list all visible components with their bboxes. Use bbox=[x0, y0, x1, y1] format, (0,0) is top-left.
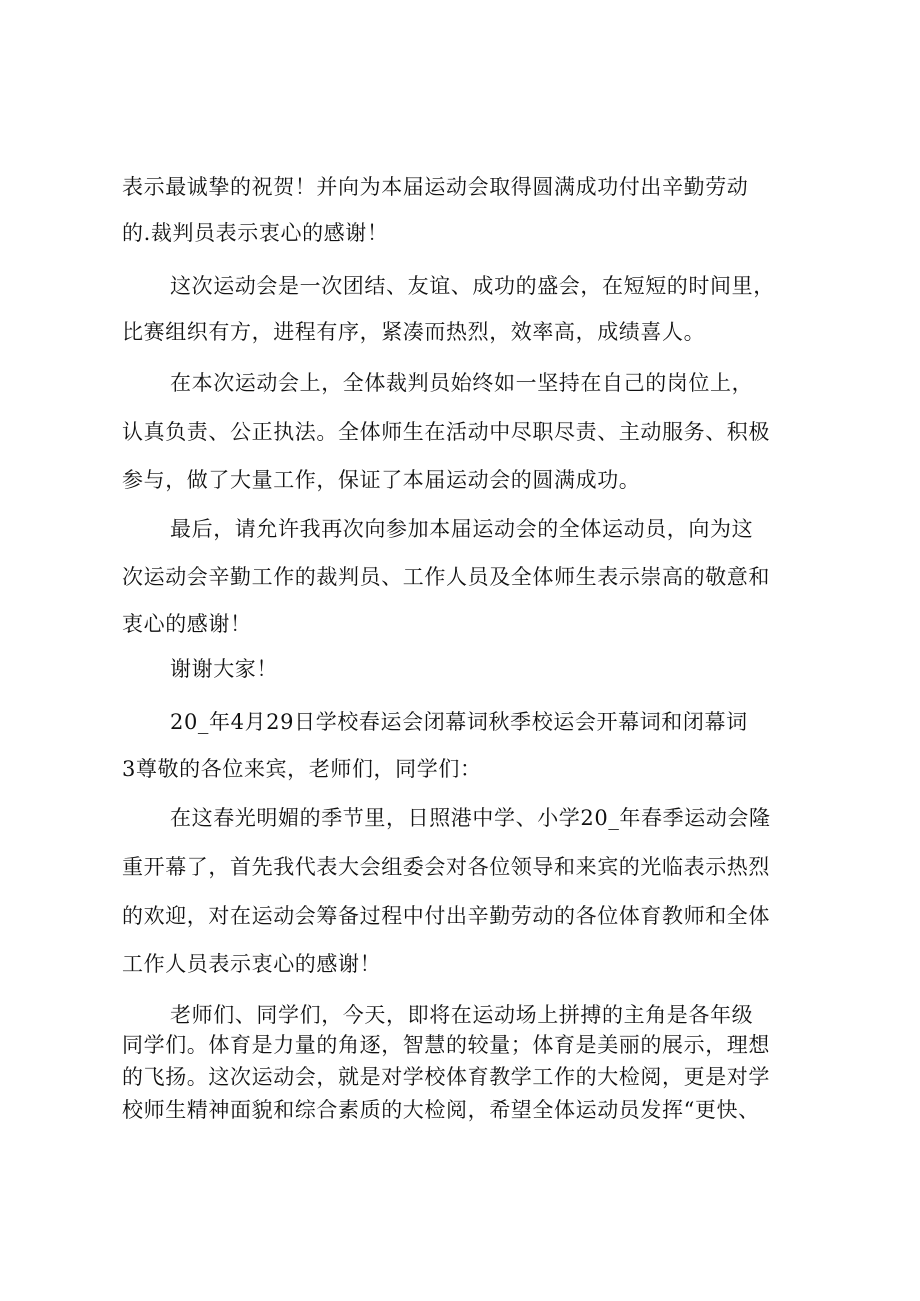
text-line-17: 工作人员表示衷心的感谢！ bbox=[122, 952, 382, 976]
text-line-11: 谢谢大家！ bbox=[170, 657, 278, 681]
text-line-13: 3尊敬的各位来宾，老师们，同学们： bbox=[122, 757, 482, 781]
text-line-3: 这次运动会是一次团结、友谊、成功的盛会，在短短的时间里， bbox=[170, 274, 775, 298]
text-line-4: 比赛组织有方，进程有序，紧凑而热烈，效率高，成绩喜人。 bbox=[122, 320, 706, 344]
text-line-2: 的.裁判员表示衷心的感谢！ bbox=[122, 221, 389, 245]
text-line-21: 校师生精神面貌和综合素质的大检阅，希望全体运动员发挥“更快、 bbox=[122, 1098, 760, 1122]
text-line-8: 最后，请允许我再次向参加本届运动会的全体运动员，向为这 bbox=[170, 517, 754, 541]
text-line-1: 表示最诚挚的祝贺！并向为本届运动会取得圆满成功付出辛勤劳动 bbox=[122, 175, 749, 199]
text-line-9: 次运动会辛勤工作的裁判员、工作人员及全体师生表示崇高的敬意和 bbox=[122, 565, 770, 589]
text-line-10: 衷心的感谢！ bbox=[122, 612, 252, 636]
text-line-6: 认真负责、公正执法。全体师生在活动中尽职尽责、主动服务、积极 bbox=[122, 420, 770, 444]
text-line-16: 的欢迎，对在运动会筹备过程中付出辛勤劳动的各位体育教师和全体 bbox=[122, 904, 770, 928]
text-line-5: 在本次运动会上，全体裁判员始终如一坚持在自己的岗位上， bbox=[170, 371, 754, 395]
text-line-20: 的飞扬。这次运动会，就是对学校体育教学工作的大检阅，更是对学 bbox=[122, 1065, 770, 1089]
text-line-15: 重开幕了，首先我代表大会组委会对各位领导和来宾的光临表示热烈 bbox=[122, 855, 770, 879]
text-line-18: 老师们、同学们，今天，即将在运动场上拼搏的主角是各年级 bbox=[170, 1003, 754, 1027]
text-line-19: 同学们。体育是力量的角逐，智慧的较量；体育是美丽的展示，理想 bbox=[122, 1033, 770, 1057]
text-line-12: 20_年4月29日学校春运会闭幕词秋季校运会开幕词和闭幕词 bbox=[170, 710, 748, 734]
text-line-14: 在这春光明媚的季节里，日照港中学、小学20_年春季运动会隆 bbox=[170, 806, 771, 830]
text-line-7: 参与，做了大量工作，保证了本届运动会的圆满成功。 bbox=[122, 468, 641, 492]
